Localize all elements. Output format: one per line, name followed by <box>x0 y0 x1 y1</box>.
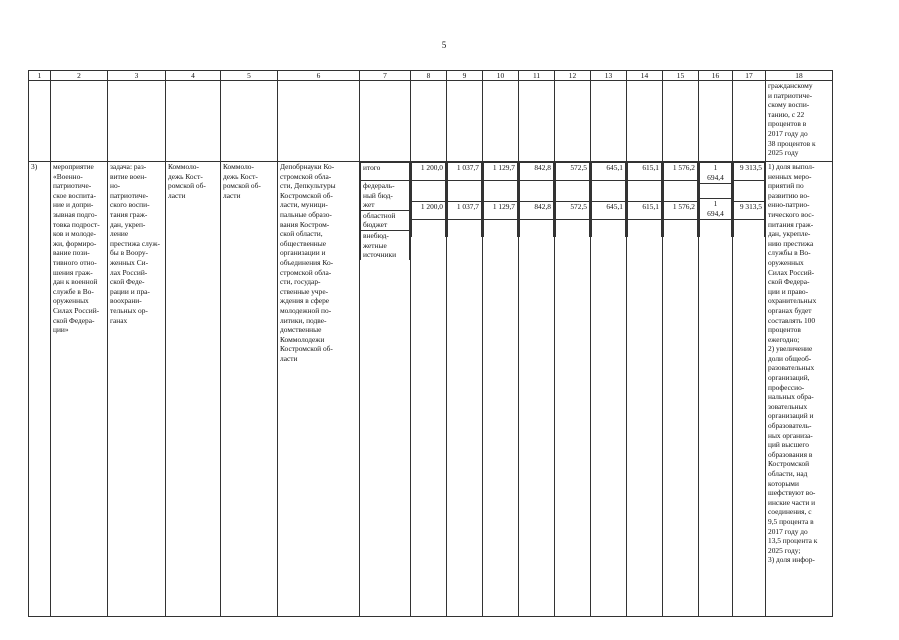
funding-2020 <box>519 162 555 617</box>
column-number: 17 <box>733 71 766 81</box>
regional-value: 572,5 <box>556 202 590 220</box>
column-number: 3 <box>108 71 166 81</box>
total-value: 572,5 <box>556 163 590 181</box>
column-number: 15 <box>663 71 699 81</box>
regional-value: 615,1 <box>628 202 662 220</box>
column-number: 5 <box>221 71 278 81</box>
total-value: 1 037,7 <box>448 163 482 181</box>
total-value: 1 576,2 <box>664 163 698 181</box>
column-number: 7 <box>360 71 411 81</box>
regional-value: 1 694,4 <box>700 199 732 220</box>
activity-row <box>29 162 833 617</box>
total-value: 1 200,0 <box>412 163 446 181</box>
source-extrabudget: внебюд- жетные источники <box>361 230 410 259</box>
source-regional: областной бюджет <box>361 210 410 230</box>
regional-value: 1 129,7 <box>484 202 518 220</box>
funding-2017 <box>411 162 447 617</box>
program-activities-table <box>28 70 833 617</box>
funding-total <box>733 162 766 617</box>
column-number-row <box>29 71 833 81</box>
funding-sources <box>360 162 411 617</box>
total-value: 1 129,7 <box>484 163 518 181</box>
column-number: 2 <box>51 71 108 81</box>
regional-value: 1 576,2 <box>664 202 698 220</box>
participants: Депобрнауки Ко- стромской обла- сти, Депкультуры Костромской об- ласти, муници- пальные образо- вания Костром- ской области, общественные организации и объединения Ко- стромской обла- сти, государ- ственные учре- ждения в сфере молодежной по- литики, подве- домственные Коммолодежи Костромской об- ласти <box>278 162 360 617</box>
column-number: 10 <box>483 71 519 81</box>
funding-2021 <box>555 162 591 617</box>
total-value: 842,8 <box>520 163 554 181</box>
column-number: 9 <box>447 71 483 81</box>
column-number: 14 <box>627 71 663 81</box>
column-number: 12 <box>555 71 591 81</box>
funding-2025 <box>699 162 733 617</box>
regional-value: 9 313,5 <box>734 202 765 220</box>
column-number: 16 <box>699 71 733 81</box>
source-federal: федераль- ный бюд- жет <box>361 181 410 211</box>
responsible-executor: Коммоло- дежь Кост- ромской об- ласти <box>166 162 221 617</box>
column-number: 13 <box>591 71 627 81</box>
funding-2018 <box>447 162 483 617</box>
column-number: 8 <box>411 71 447 81</box>
funding-2019 <box>483 162 519 617</box>
funding-2022 <box>591 162 627 617</box>
column-number: 18 <box>766 71 833 81</box>
source-total: итого <box>361 163 410 181</box>
activity-name: мероприятие «Военно- патриотиче- ское воспита- ние и допри- зывная подго- товка подрост- ков и молоде- жи, формиро- вание пози- тивного отно- шения граж- дан к военной службе в Во- оруженных Силах Россий- ской Федера- ции» <box>51 162 108 617</box>
total-value: 1 694,4 <box>700 163 732 184</box>
funding-2024 <box>663 162 699 617</box>
total-value: 645,1 <box>592 163 626 181</box>
total-value: 9 313,5 <box>734 163 765 181</box>
regional-value: 1 037,7 <box>448 202 482 220</box>
column-number: 6 <box>278 71 360 81</box>
funding-2023 <box>627 162 663 617</box>
column-number: 1 <box>29 71 51 81</box>
page-number: 5 <box>441 40 447 50</box>
continued-indicator-text: гражданскому и патриотиче- скому воспи- танию, с 22 процентов в 2017 году до 38 процентов к 2025 году <box>766 81 833 162</box>
column-number: 4 <box>166 71 221 81</box>
column-number: 11 <box>519 71 555 81</box>
total-value: 615,1 <box>628 163 662 181</box>
activity-task: задача: раз- витие воен- но- патриотиче- ского воспи- тания граж- дан, укреп- ление престижа служ- бы в Воору- женных Си- лах Россий- ской Феде- рации и пра- воохрани- тельных ор- ганах <box>108 162 166 617</box>
regional-value: 842,8 <box>520 202 554 220</box>
regional-value: 1 200,0 <box>412 202 446 220</box>
row-number: 3) <box>29 162 51 617</box>
target-indicators: 1) доля выпол- ненных меро- приятий по развитию во- енно-патрио- тического вос- питания граж- дан, укрепле- нию престижа службы в Во- оруженных Силах Россий- ской Федера- ции и право- охранительных органах будет составлять 100 процентов ежегодно; 2) увеличение доли общеоб- разовательных организаций, профессио- нальных обра- зовательных организаций и образователь- ных организа- ций высшего образования в Костромской области, над которыми шефствуют во- инские части и соединения, с 9,5 процента в 2017 году до 13,5 процента к 2025 году; 3) доля инфор- <box>766 162 833 617</box>
co-executor: Коммоло- дежь Кост- ромской об- ласти <box>221 162 278 617</box>
continuation-row <box>29 81 833 162</box>
regional-value: 645,1 <box>592 202 626 220</box>
